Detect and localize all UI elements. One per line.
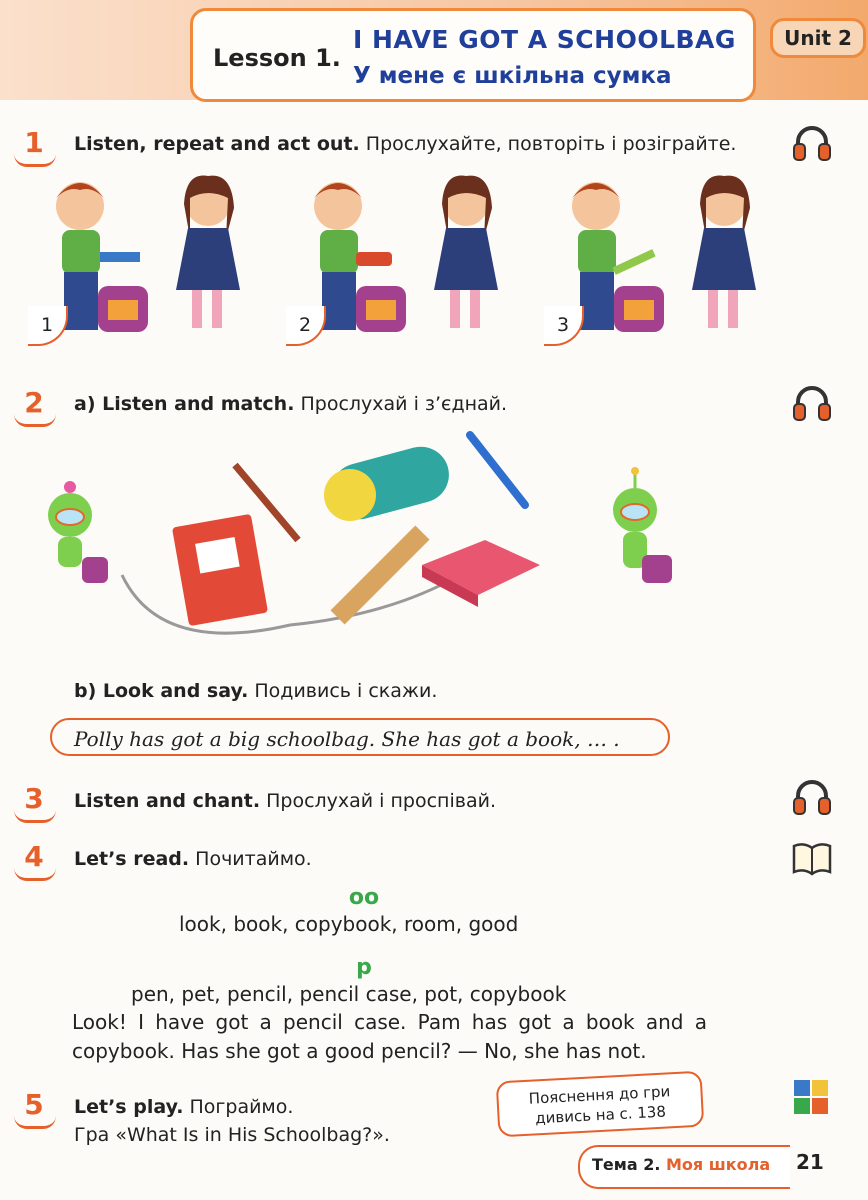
exercise-2a-instruction: a) Listen and match. Прослухай і з’єднай. — [74, 393, 508, 415]
headphones-icon[interactable] — [790, 776, 834, 820]
pencil-case-illustration — [324, 440, 455, 525]
book-icon[interactable] — [790, 836, 834, 880]
phonics-letters-p: p — [356, 955, 372, 980]
picture-panel-3 — [544, 168, 784, 348]
exercise-1-instruction: Listen, repeat and act out. Прослухайте, повторіть і розіграйте. — [74, 133, 737, 155]
lesson-title-en: I HAVE GOT A SCHOOLBAG — [353, 25, 736, 54]
exercise-3-instruction: Listen and chant. Прослухай і проспівай. — [74, 790, 496, 812]
book-illustration — [422, 540, 540, 607]
phonics-words-p: pen, pet, pencil, pencil case, pot, copybook — [131, 982, 567, 1006]
reading-text: Look! I have got a pencil case. Pam has got a book and a copybook. Has she got a good pencil? — No, she has not. — [72, 1010, 707, 1063]
panel-number: 2 — [286, 306, 326, 346]
exercise-2b-instruction: b) Look and say. Подивись і скажи. — [74, 680, 438, 702]
game-title: Гра «What Is in His Schoolbag?». — [74, 1124, 390, 1146]
lesson-header — [190, 8, 756, 102]
alien-girl-illustration — [48, 481, 108, 583]
picture-panel-1 — [28, 168, 268, 348]
unit-badge: Unit 2 — [770, 18, 866, 58]
picture-panel-2 — [286, 168, 526, 348]
pen-illustration — [470, 435, 525, 505]
exercise-4-number: 4 — [14, 838, 54, 878]
copybook-illustration — [172, 514, 268, 626]
exercise-3-number: 3 — [14, 780, 54, 820]
phonics-letters-oo: oo — [348, 885, 380, 910]
page-number: 21 — [796, 1150, 824, 1174]
lesson-label: Lesson 1. — [213, 44, 341, 72]
exercise-5-number: 5 — [14, 1086, 54, 1126]
game-blocks-icon[interactable] — [790, 1076, 834, 1120]
match-illustration — [30, 425, 710, 640]
example-sentence: Polly has got a big schoolbag. She has got a book, … . — [50, 718, 670, 756]
exercise-5-instruction: Let’s play. Пограймо. — [74, 1096, 294, 1118]
phonics-words-oo: look, book, copybook, room, good — [179, 912, 519, 936]
headphones-icon[interactable] — [790, 382, 834, 426]
exercise-4-instruction: Let’s read. Почитаймо. — [74, 848, 312, 870]
exercise-1-number: 1 — [14, 124, 54, 164]
game-note: Пояснення до гри дивись на с. 138 — [496, 1071, 705, 1138]
panel-number: 1 — [28, 306, 68, 346]
panel-number: 3 — [544, 306, 584, 346]
exercise-2-number: 2 — [14, 384, 54, 424]
alien-boy-illustration — [613, 467, 672, 583]
footer-topic: Тема 2. Моя школа — [592, 1155, 771, 1174]
headphones-icon[interactable] — [790, 122, 834, 166]
lesson-title-ua: У мене є шкільна сумка — [353, 63, 672, 89]
match-line — [122, 575, 460, 633]
